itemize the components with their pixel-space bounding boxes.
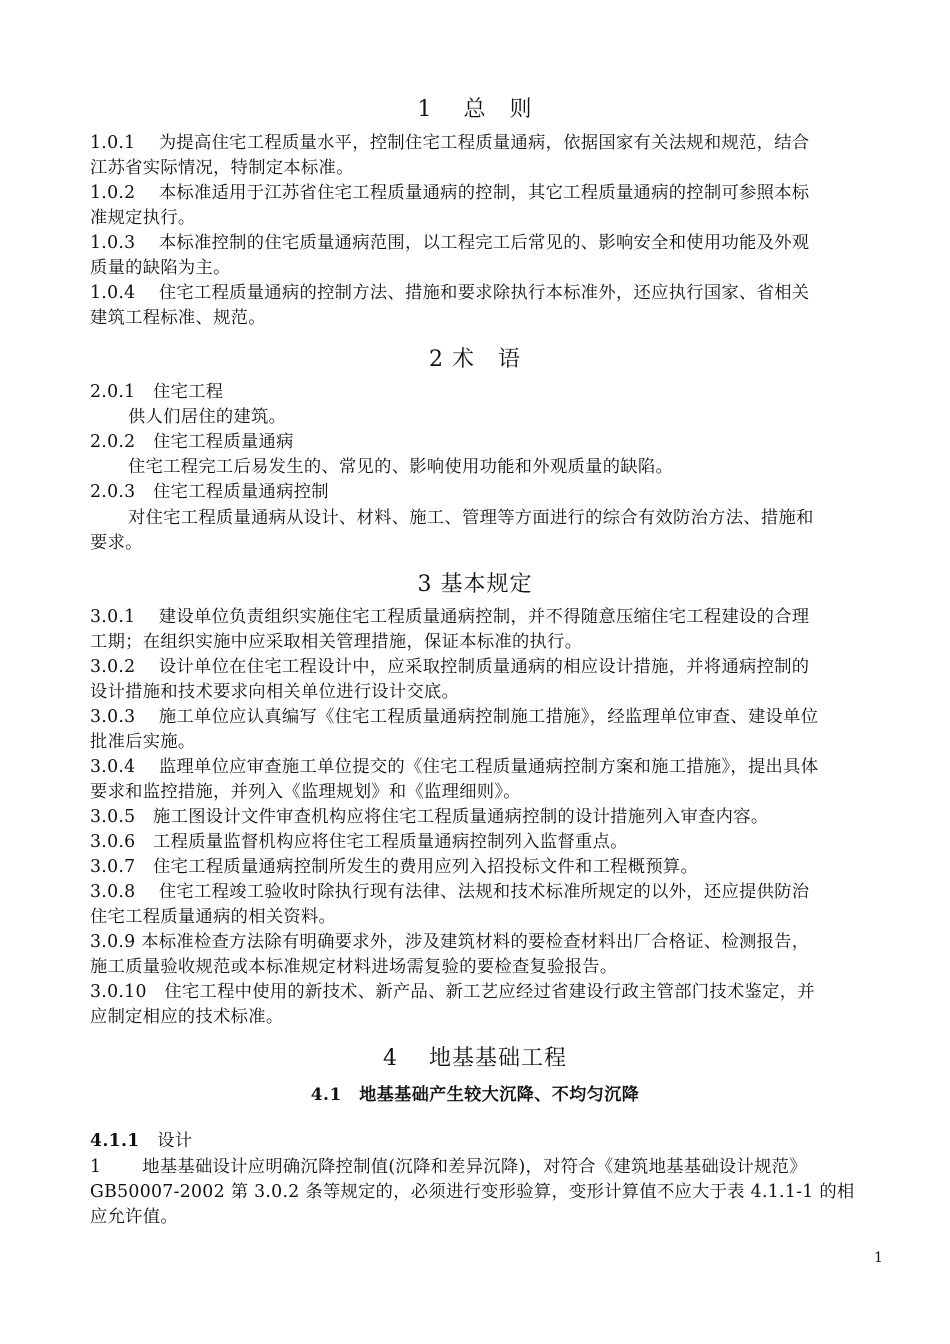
text-line: 批准后实施。 xyxy=(90,732,196,752)
section-3-heading: 3 基本规定 xyxy=(417,572,533,597)
term-2-0-3-def-cont: 要求。 xyxy=(90,533,143,553)
clause-3-0-1 xyxy=(90,605,885,655)
text-line: 江苏省实际情况，特制定本标准。 xyxy=(90,158,354,178)
text-line: 质量的缺陷为主。 xyxy=(90,258,231,278)
text-line: 1.0.4 住宅工程质量通病的控制方法、措施和要求除执行本标准外，还应执行国家、省相关 xyxy=(90,283,810,303)
text-line: 3.0.4 监理单位应审查施工单位提交的《住宅工程质量通病控制方案和施工措施》，提出具体 xyxy=(90,757,819,777)
text-line: 建筑工程标准、规范。 xyxy=(90,308,266,328)
term-2-0-3-def: 对住宅工程质量通病从设计、材料、施工、管理等方面进行的综合有效防治方法、措施和 xyxy=(128,508,814,528)
clause-3-0-9 xyxy=(90,930,885,980)
clause-4-1-1-para xyxy=(90,1155,885,1230)
text-line: 住宅工程质量通病的相关资料。 xyxy=(90,907,337,927)
section-4-heading: 4 地基基础工程 xyxy=(383,1046,567,1071)
clause-number: 4.1.1 xyxy=(90,1131,140,1151)
text-line: 3.0.8 住宅工程竣工验收时除执行现有法律、法规和技术标准所规定的以外，还应提供防治 xyxy=(90,882,810,902)
term-2-0-2-def: 住宅工程完工后易发生的、常见的、影响使用功能和外观质量的缺陷。 xyxy=(128,457,674,477)
clause-3-0-3 xyxy=(90,705,885,755)
text-line: 3.0.3 施工单位应认真编写《住宅工程质量通病控制施工措施》，经监理单位审查、建设单位 xyxy=(90,707,819,727)
term-2-0-1: 2.0.1 住宅工程 xyxy=(90,382,224,402)
text-line: 3.0.10 住宅工程中使用的新技术、新产品、新工艺应经过省建设行政主管部门技术鉴定，并 xyxy=(90,982,815,1002)
text-line: 3.0.9 本标准检查方法除有明确要求外，涉及建筑材料的要检查材料出厂合格证、检测报告， xyxy=(90,932,810,952)
text-line: 3.0.1 建设单位负责组织实施住宅工程质量通病控制，并不得随意压缩住宅工程建设的合理 xyxy=(90,607,810,627)
text-line: 准规定执行。 xyxy=(90,208,196,228)
text-line: 施工质量验收规范或本标准规定材料进场需复验的要检查复验报告。 xyxy=(90,957,618,977)
text-line: 1.0.3 本标准控制的住宅质量通病范围，以工程完工后常见的、影响安全和使用功能及外观 xyxy=(90,233,810,253)
text-line: 应允许值。 xyxy=(90,1207,178,1227)
text-line: 1.0.1 为提高住宅工程质量水平，控制住宅工程质量通病，依据国家有关法规和规范，结合 xyxy=(90,133,810,153)
clause-3-0-7: 3.0.7 住宅工程质量通病控制所发生的费用应列入招投标文件和工程概预算。 xyxy=(90,857,699,877)
clause-1-0-2 xyxy=(90,181,885,231)
clause-1-0-3 xyxy=(90,231,885,281)
text-line: 要求和监控措施，并列入《监理规划》和《监理细则》。 xyxy=(90,782,521,802)
subsection-4-1-heading: 4.1 地基基础产生较大沉降、不均匀沉降 xyxy=(310,1085,640,1105)
clause-1-0-4 xyxy=(90,281,885,331)
clause-3-0-5: 3.0.5 施工图设计文件审查机构应将住宅工程质量通病控制的设计措施列入审查内容。 xyxy=(90,807,769,827)
clause-3-0-4 xyxy=(90,755,885,805)
text-line: 应制定相应的技术标准。 xyxy=(90,1007,284,1027)
clause-3-0-10 xyxy=(90,980,885,1030)
clause-3-0-2 xyxy=(90,655,885,705)
text-line: 工期；在组织实施中应采取相关管理措施，保证本标准的执行。 xyxy=(90,632,583,652)
clause-3-0-6: 3.0.6 工程质量监督机构应将住宅工程质量通病控制列入监督重点。 xyxy=(90,832,628,852)
clause-4-1-1 xyxy=(90,1129,885,1154)
page-number: 1 xyxy=(874,1250,883,1266)
clause-1-0-1 xyxy=(90,131,885,181)
text-line: 3.0.2 设计单位在住宅工程设计中，应采取控制质量通病的相应设计措施，并将通病控制的 xyxy=(90,657,810,677)
text-line: 1.0.2 本标准适用于江苏省住宅工程质量通病的控制，其它工程质量通病的控制可参照本标 xyxy=(90,183,810,203)
clause-3-0-8 xyxy=(90,880,885,930)
text-line: 设计措施和技术要求向相关单位进行设计交底。 xyxy=(90,682,460,702)
term-2-0-1-def: 供人们居住的建筑。 xyxy=(128,407,287,427)
clause-title: 设计 xyxy=(139,1131,193,1151)
section-2-heading: 2 术 语 xyxy=(429,347,521,372)
section-1-heading: 1 总 则 xyxy=(417,97,533,122)
text-line: 1 地基基础设计应明确沉降控制值(沉降和差异沉降)，对符合《建筑地基基础设计规范》 xyxy=(90,1157,807,1177)
term-2-0-2: 2.0.2 住宅工程质量通病 xyxy=(90,432,294,452)
term-2-0-3: 2.0.3 住宅工程质量通病控制 xyxy=(90,482,329,502)
text-line: GB50007-2002 第 3.0.2 条等规定的，必须进行变形验算，变形计算值不应大于表 4.1.1-1 的相 xyxy=(90,1182,855,1202)
